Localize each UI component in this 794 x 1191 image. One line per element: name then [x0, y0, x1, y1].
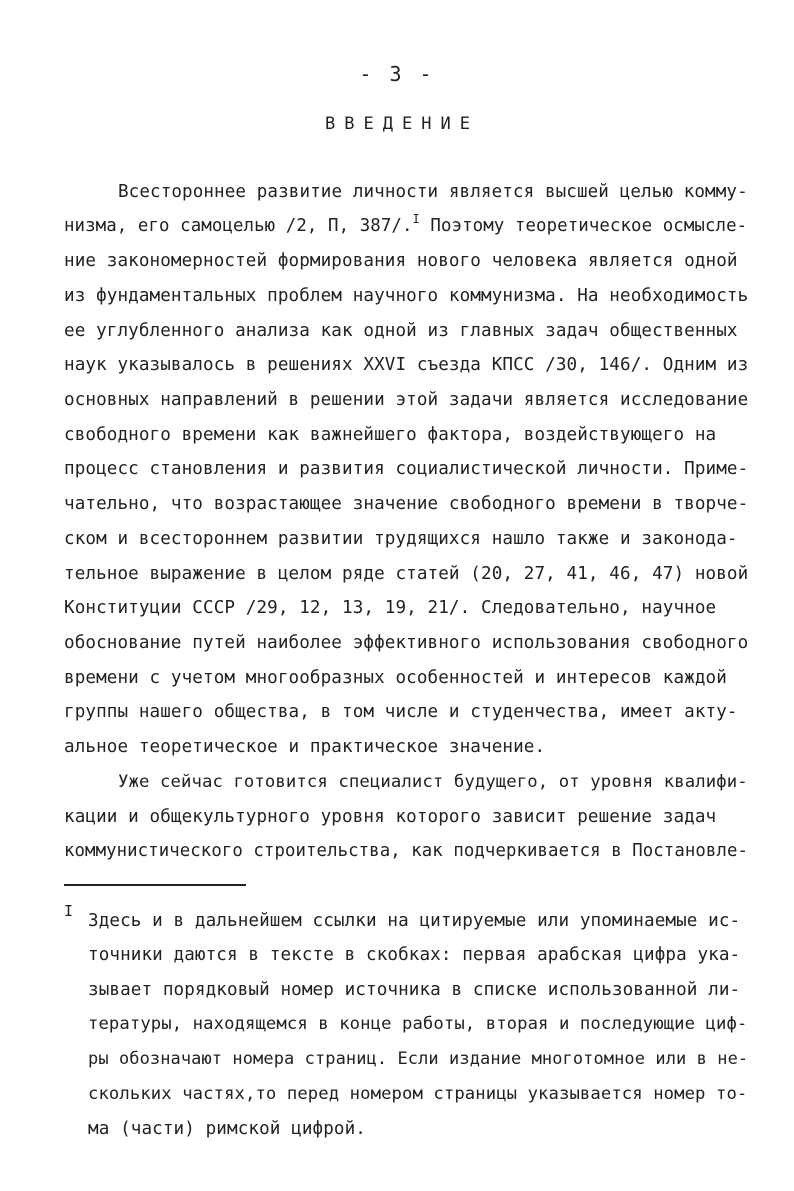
page-number: - 3 - [359, 62, 435, 86]
footnote-line: тературы, находящемся в конце работы, вторая и последующие циф- [88, 1014, 748, 1034]
footnote-line: скольких частях,то перед номером страницы указывается номер то- [88, 1084, 748, 1104]
body-line: времени с учетом многообразных особенностей и интересов каждой [64, 668, 727, 688]
body-line [64, 212, 748, 236]
body-line: Уже сейчас готовится специалист будущего, от уровня квалифи- [118, 772, 748, 792]
body-line: чательно, что возрастающее значение свободного времени в творче- [64, 494, 749, 514]
footnote-line: зывает порядковый номер источника в списке использованной ли- [88, 980, 741, 1000]
body-line: альное теоретическое и практическое значение. [64, 737, 546, 757]
body-line: основных направлений в решении этой задачи является исследование [64, 390, 749, 410]
footnote-line: ма (части) римской цифрой. [88, 1119, 367, 1139]
body-line: свободного времени как важнейшего фактора, воздействующего на [64, 425, 717, 445]
body-line: коммунистического строительства, как подчеркивается в Постановле- [64, 841, 748, 861]
footnote-line: ры обозначают номера страниц. Если издание многотомное или в не- [88, 1049, 749, 1069]
body-line: ние закономерностей формирования нового человека является одной [64, 251, 738, 271]
body-line: Конституции СССР /29, 12, 13, 19, 21/. Следовательно, научное [64, 598, 717, 618]
body-line: обоснование путей наиболее эффективного использования свободного [64, 633, 749, 653]
body-text: низма, его самоцелью /2, П, 387/. [64, 216, 413, 236]
body-line: Всестороннее развитие личности является высшей целью комму- [118, 182, 748, 202]
section-heading: ВВЕДЕНИЕ [325, 114, 479, 134]
body-text: Поэтому теоретическое осмысле- [419, 216, 748, 236]
body-line: ее углубленного анализа как одной из главных задач общественных [64, 321, 738, 341]
footnote-divider [64, 884, 246, 886]
footnote-line: Здесь и в дальнейшем ссылки на цитируемые или упоминаемые ис- [88, 911, 741, 931]
footnote-line: точники даются в тексте в скобках: первая арабская цифра ука- [88, 945, 741, 965]
footnote-reference: I [412, 212, 420, 226]
body-line: из фундаментальных проблем научного коммунизма. На необходимость [64, 286, 749, 306]
body-line: кации и общекультурного уровня которого зависит решение задач [64, 807, 717, 827]
body-line: ском и всестороннем развитии трудящихся нашло также и законода- [64, 529, 738, 549]
footnote-marker: I [64, 902, 74, 920]
body-line: процесс становления и развития социалистической личности. Приме- [64, 459, 749, 479]
body-line: тельное выражение в целом ряде статей (20, 27, 41, 46, 47) новой [64, 564, 749, 584]
body-line: наук указывалось в решениях XXVI съезда КПСС /30, 146/. Одним из [64, 355, 749, 375]
body-line: группы нашего общества, в том числе и студенчества, имеет акту- [64, 702, 738, 722]
